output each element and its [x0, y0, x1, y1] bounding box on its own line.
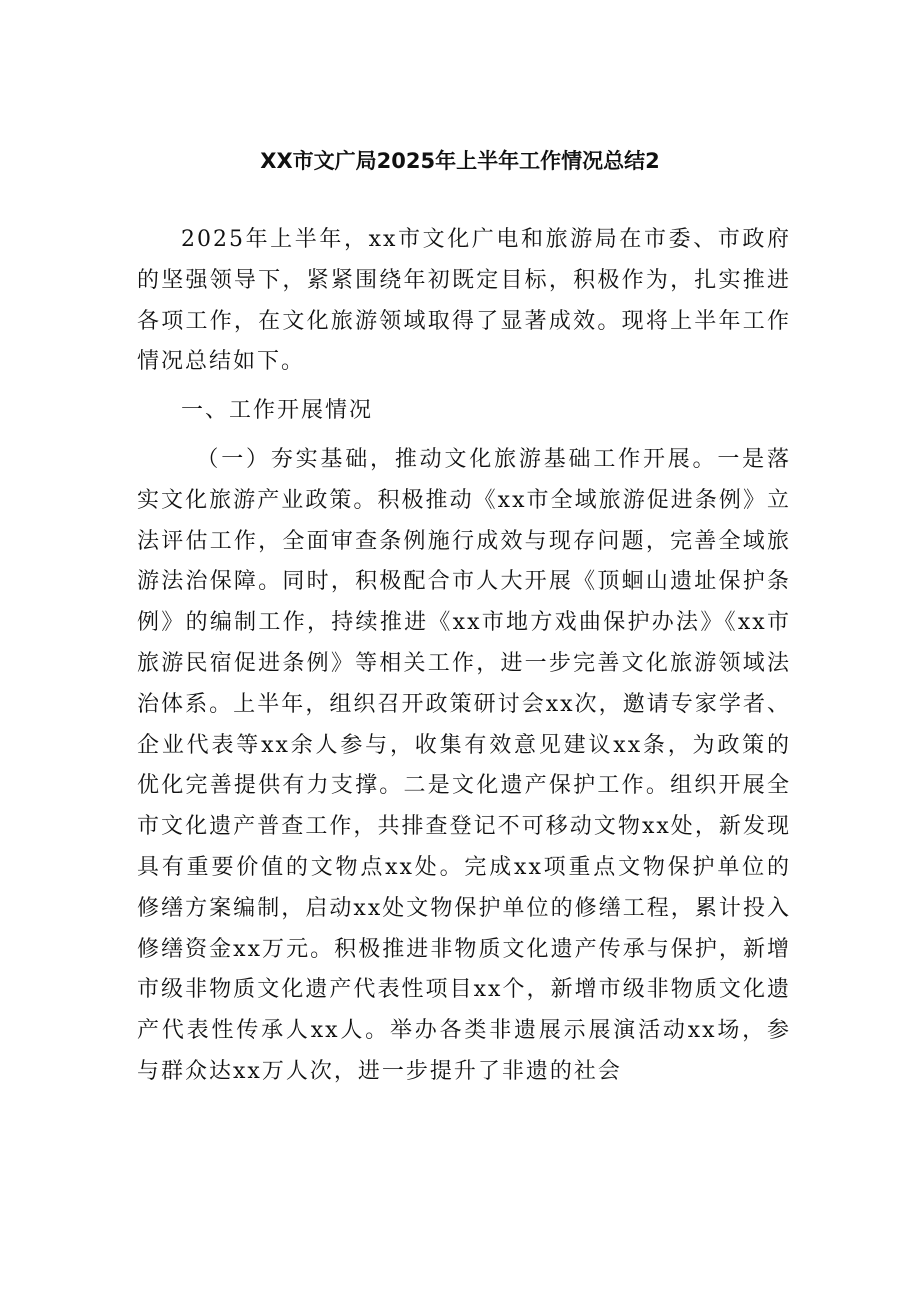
- document-body: [137, 220, 791, 1093]
- intro-paragraph: 2025年上半年，xx市文化广电和旅游局在市委、市政府的坚强领导下，紧紧围绕年初既定目标，积极作为，扎实推进各项工作，在文化旅游领域取得了显著成效。现将上半年工作情况总结如下。: [137, 227, 791, 375]
- section-heading: 一、工作开展情况: [181, 398, 374, 424]
- document-title: XX市文广局2025年上半年工作情况总结2: [260, 149, 660, 173]
- subsection-paragraph: （一）夯实基础，推动文化旅游基础工作开展。一是落实文化旅游产业政策。积极推动《xx市全域旅游促进条例》立法评估工作，全面审查条例施行成效与现存问题，完善全域旅游法治保障。同时，积极配合市人大开展《顶蛔山遗址保护条例》的编制工作，持续推进《xx市地方戏曲保护办法》《xx市旅游民宿促进条例》等相关工作，进一步完善文化旅游领域法治体系。上半年，组织召开政策研讨会xx次，邀请专家学者、企业代表等xx余人参与，收集有效意见建议xx条，为政策的优化完善提供有力支撑。二是文化遗产保护工作。组织开展全市文化遗产普查工作，共排查登记不可移动文物xx处，新发现具有重要价值的文物点xx处。完成xx项重点文物保护单位的修缮方案编制，启动xx处文物保护单位的修缮工程，累计投入修缮资金xx万元。积极推进非物质文化遗产传承与保护，新增市级非物质文化遗产代表性项目xx个，新增市级非物质文化遗产代表性传承人xx人。举办各类非遗展示展演活动xx场，参与群众达xx万人次，进一步提升了非遗的社会: [137, 446, 791, 1084]
